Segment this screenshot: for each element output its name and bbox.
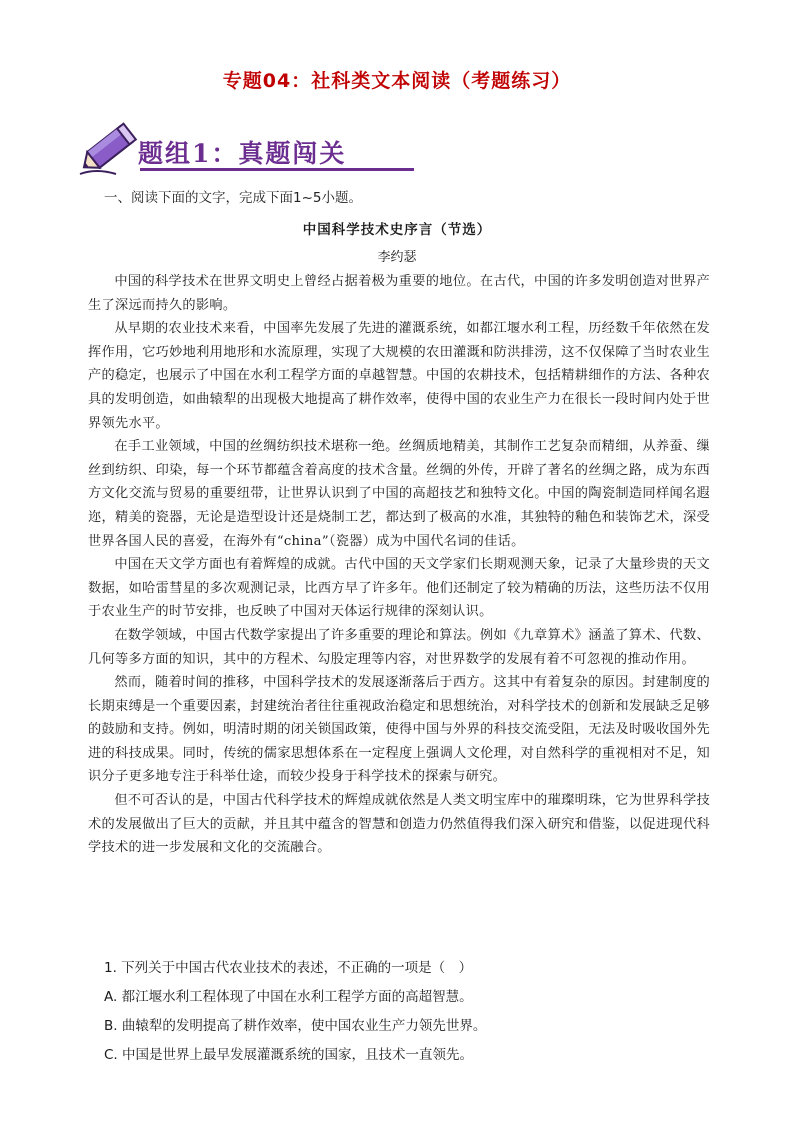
section-underline bbox=[140, 168, 414, 171]
question-option-c: C. 中国是世界上最早发展灌溉系统的国家，且技术一直领先。 bbox=[104, 1047, 474, 1063]
article-author: 李约瑟 bbox=[377, 250, 417, 265]
question-option-a: A. 都江堰水利工程体现了中国在水利工程学方面的高超智慧。 bbox=[104, 989, 473, 1005]
question-block bbox=[104, 954, 714, 1070]
page-title: 专题04：社科类文本阅读（考题练习） bbox=[222, 70, 572, 92]
instruction: 一、阅读下面的文字，完成下面1~5小题。 bbox=[104, 190, 362, 206]
article-paragraph: 在手工业领域，中国的丝绸纺织技术堪称一绝。丝绸质地精美，其制作工艺复杂而精细，从养蚕、缫丝到纺织、印染，每一个环节都蕴含着高度的技术含量。丝绸的外传，开辟了著名的丝绸之路，成为东西方文化交流与贸易的重要纽带，让世界认识到了中国的高超技艺和独特文化。中国的陶瓷制造同样闻名遐迩，精美的瓷器，无论是造型设计还是烧制工艺，都达到了极高的水准，其独特的釉色和装饰艺术，深受世界各国人民的喜爱，在海外有“china”（瓷器）成为中国代名词的佳话。 bbox=[88, 439, 710, 549]
article-body bbox=[88, 270, 710, 860]
article-paragraph: 然而，随着时间的推移，中国科学技术的发展逐渐落后于西方。这其中有着复杂的原因。封建制度的长期束缚是一个重要因素，封建统治者往往重视政治稳定和思想统治，对科学技术的创新和发展缺乏足够的鼓励和支持。例如，明清时期的闭关锁国政策，使得中国与外界的科技交流受阻，无法及时吸收国外先进的科技成果。同时，传统的儒家思想体系在一定程度上强调人文伦理，对自然科学的重视相对不足，知识分子更多地专注于科举仕途，而较少投身于科学技术的探索与研究。 bbox=[88, 675, 710, 785]
article-paragraph: 中国在天文学方面也有着辉煌的成就。古代中国的天文学家们长期观测天象，记录了大量珍贵的天文数据，如哈雷彗星的多次观测记录，比西方早了许多年。他们还制定了较为精确的历法，这些历法不仅用于农业生产的时节安排，也反映了中国对天体运行规律的深刻认识。 bbox=[88, 557, 710, 620]
article-paragraph: 在数学领域，中国古代数学家提出了许多重要的理论和算法。例如《九章算术》涵盖了算术、代数、几何等多方面的知识，其中的方程术、勾股定理等内容，对世界数学的发展有着不可忽视的推动作用。 bbox=[88, 627, 710, 667]
section-label: 题组1：真题闯关 bbox=[138, 139, 347, 168]
article-paragraph: 中国的科学技术在世界文明史上曾经占据着极为重要的地位。在古代，中国的许多发明创造对世界产生了深远而持久的影响。 bbox=[88, 274, 710, 313]
question-option-b: B. 曲辕犁的发明提高了耕作效率，使中国农业生产力领先世界。 bbox=[104, 1018, 487, 1034]
pencil-icon bbox=[76, 118, 142, 180]
question-stem: 1. 下列关于中国古代农业技术的表述，不正确的一项是（ ） bbox=[104, 960, 473, 976]
article-paragraph: 从早期的农业技术来看，中国率先发展了先进的灌溉系统，如都江堰水利工程，历经数千年依然在发挥作用，它巧妙地利用地形和水流原理，实现了大规模的农田灌溉和防洪排涝，这不仅保障了当时农业生产的稳定，也展示了中国在水利工程学方面的卓越智慧。中国的农耕技术，包括精耕细作的方法、各种农具的发明创造，如曲辕犁的出现极大地提高了耕作效率，使得中国的农业生产力在很长一段时间内处于世界领先水平。 bbox=[88, 321, 710, 431]
article-paragraph: 但不可否认的是，中国古代科学技术的辉煌成就依然是人类文明宝库中的璀璨明珠，它为世界科学技术的发展做出了巨大的贡献，并且其中蕴含的智慧和创造力仍然值得我们深入研究和借鉴，以促进现代科学技术的进一步发展和文化的交流融合。 bbox=[88, 793, 710, 856]
section-header bbox=[76, 118, 376, 180]
article-title: 中国科学技术史序言（节选） bbox=[302, 222, 492, 238]
